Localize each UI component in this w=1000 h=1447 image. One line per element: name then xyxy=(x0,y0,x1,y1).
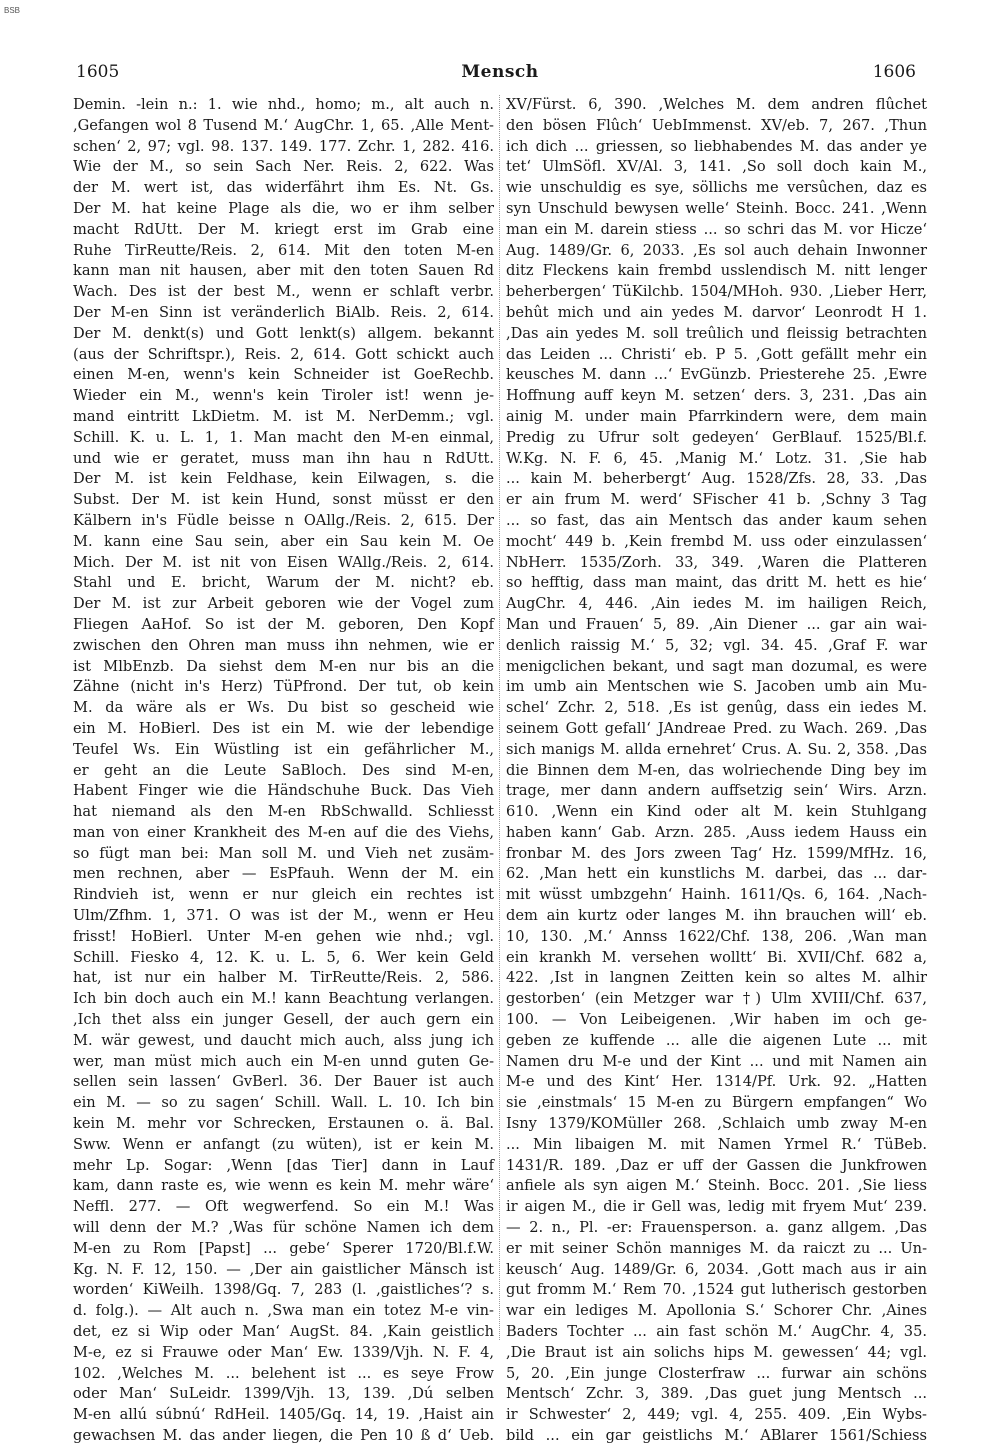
text-line: er ain frum M. werd‘ SFischer 41 b. ,Schny 3 Tag xyxy=(506,491,927,509)
text-line: men rechnen, aber — EsPfauh. Wenn der M. ein xyxy=(73,865,494,883)
text-line: Kälbern in's Füdle beisse n OAllg./Reis. 2, 615. Der xyxy=(73,511,494,529)
text-line: ir Schwester‘ 2, 449; vgl. 4, 255. 409. ,Ein Wybs- xyxy=(506,1406,927,1424)
text-line: gewachsen M. das ander liegen, die Pen 10 ß d‘ Ueb. xyxy=(73,1427,494,1444)
text-line: Baders Tochter ... ain fast schön M.‘ AugChr. 4, 35. xyxy=(506,1323,927,1341)
text-line: Zähne (nicht in's Herz) TüPfrond. Der tut, ob kein xyxy=(73,678,494,696)
text-line: bild ... ein gar geistlichs M.‘ ABlarer 1561/Schiess xyxy=(506,1427,927,1444)
text-line: Hoffnung auff keyn M. setzen‘ ders. 3, 231. ,Das ain xyxy=(506,387,927,405)
text-line: kann man nit hausen, aber mit den toten Sauen Rd xyxy=(73,262,494,280)
text-line: anfiele als syn aigen M.‘ Steinh. Bocc. 201. ,Sie liess xyxy=(506,1177,927,1195)
text-line: W.Kg. N. F. 6, 45. ,Manig M.‘ Lotz. 31. ,Sie hab xyxy=(506,449,927,467)
text-line: XV/Fürst. 6, 390. ,Welches M. dem andren flûchet xyxy=(506,96,927,113)
text-line: mit wüsst umbzgehn‘ Hainh. 1611/Qs. 6, 164. ,Nach- xyxy=(506,886,927,904)
text-line: und wie er geratet, muss man ihn hau n RdUtt. xyxy=(73,449,494,467)
text-line: M. kann eine Sau sein, aber ein Sau kein M. Oe xyxy=(73,532,494,550)
text-line: Wieder ein M., wenn's kein Tiroler ist! wenn je- xyxy=(73,387,494,405)
text-line: Habent Finger wie die Händschuhe Buck. Das Vieh xyxy=(73,782,494,800)
text-line: schen‘ 2, 97; vgl. 98. 137. 149. 177. Zchr. 1, 282. 416. xyxy=(73,137,494,155)
text-line: Stahl und E. bricht, Warum der M. nicht? eb. xyxy=(73,574,494,592)
text-line: so hefftig, dass man maint, das dritt M. hett es hie‘ xyxy=(506,574,927,592)
text-line: ist MlbEnzb. Da siehst dem M-en nur bis an die xyxy=(73,657,494,675)
text-line: Kg. N. F. 12, 150. — ,Der ain gaistlicher Mänsch ist xyxy=(73,1260,494,1278)
text-line: Der M. ist zur Arbeit geboren wie der Vogel zum xyxy=(73,595,494,613)
page-number-right: 1606 xyxy=(872,62,916,82)
text-line: Der M. hat keine Plage als die, wo er ihm selber xyxy=(73,199,494,217)
column-divider xyxy=(499,95,500,1340)
text-line: M. da wäre als er Ws. Du bist so gescheid wie xyxy=(73,699,494,717)
text-line: (aus der Schriftspr.), Reis. 2, 614. Gott schickt auch xyxy=(73,345,494,363)
right-column xyxy=(506,95,927,1444)
text-line: keusches M. dann ...‘ EvGünzb. Priesterehe 25. ,Ewre xyxy=(506,366,927,384)
text-line: sellen sein lassen‘ GvBerl. 36. Der Bauer ist auch xyxy=(73,1073,494,1091)
text-line: 5, 20. ,Ein junge Closterfraw ... furwar ain schöns xyxy=(506,1364,927,1382)
text-line: ein M. — so zu sagen‘ Schill. Wall. L. 10. Ich bin xyxy=(73,1094,494,1112)
text-line: er geht an die Leute SaBloch. Des sind M-en, xyxy=(73,761,494,779)
text-line: frisst! HoBierl. Unter M-en gehen wie nhd.; vgl. xyxy=(73,927,494,945)
text-line: will denn der M.? ,Was für schöne Namen ich dem xyxy=(73,1219,494,1237)
text-line: der M. wert ist, das widerfährt ihm Es. Nt. Gs. xyxy=(73,179,494,197)
text-line: Aug. 1489/Gr. 6, 2033. ,Es sol auch dehain Inwonner xyxy=(506,241,927,259)
text-line: Predig zu Ufrur solt gedeyen‘ GerBlauf. 1525/Bl.f. xyxy=(506,428,927,446)
left-column xyxy=(73,95,494,1444)
text-line: ein krankh M. versehen wolltt‘ Bi. XVII/Chf. 682 a, xyxy=(506,948,927,966)
text-line: 100. — Von Leibeigenen. ,Wir haben im och ge- xyxy=(506,1011,927,1029)
text-line: wer, man müst mich auch ein M-en unnd guten Ge- xyxy=(73,1052,494,1070)
text-line: d. folg.). — Alt auch n. ,Swa man ein totez M-e vin- xyxy=(73,1302,494,1320)
text-line: Subst. Der M. ist kein Hund, sonst müsst er den xyxy=(73,491,494,509)
library-stamp: BSB xyxy=(4,6,21,15)
text-line: Der M-en Sinn ist veränderlich BiAlb. Reis. 2, 614. xyxy=(73,303,494,321)
text-line: Mich. Der M. ist nit von Eisen WAllg./Reis. 2, 614. xyxy=(73,553,494,571)
text-line: Sww. Wenn er anfangt (zu wüten), ist er kein M. xyxy=(73,1135,494,1153)
text-line: ... so fast, das ain Mentsch das ander kaum sehen xyxy=(506,511,927,529)
text-line: 610. ,Wenn ein Kind oder alt M. kein Stuhlgang xyxy=(506,803,927,821)
text-line: haben kann‘ Gab. Arzn. 285. ,Auss iedem Hauss ein xyxy=(506,823,927,841)
text-line: ,Gefangen wol 8 Tusend M.‘ AugChr. 1, 65. ,Alle Ment- xyxy=(73,116,494,134)
text-line: Schill. Fiesko 4, 12. K. u. L. 5, 6. Wer kein Geld xyxy=(73,948,494,966)
text-line: 102. ,Welches M. ... belehent ist ... es seye Frow xyxy=(73,1364,494,1382)
text-line: hat niemand als den M-en RbSchwalld. Schliesst xyxy=(73,803,494,821)
text-line: Neffl. 277. — Oft wegwerfend. So ein M.! Was xyxy=(73,1198,494,1216)
text-line: gut fromm M.‘ Rem 70. ,1524 gut lutherisch gestorben xyxy=(506,1281,927,1299)
text-line: ... Min libaigen M. mit Namen Yrmel R.‘ TüBeb. xyxy=(506,1135,927,1153)
running-headword: Mensch xyxy=(461,62,539,82)
text-line: im umb ain Mentschen wie S. Jacoben umb ain Mu- xyxy=(506,678,927,696)
text-line: mocht‘ 449 b. ,Kein frembd M. uss oder einzulassen‘ xyxy=(506,532,927,550)
text-line: Isny 1379/KOMüller 268. ,Schlaich umb zway M-en xyxy=(506,1115,927,1133)
text-line: ,Die Braut ist ain solichs hips M. gewessen‘ 44; vgl. xyxy=(506,1343,927,1361)
text-line: 10, 130. ,M.‘ Annss 1622/Chf. 138, 206. ,Wan man xyxy=(506,927,927,945)
text-line: Namen dru M-e und der Kint ... und mit Namen ain xyxy=(506,1052,927,1070)
text-line: Mentsch‘ Zchr. 3, 389. ,Das guet jung Mentsch ... xyxy=(506,1385,927,1403)
text-line: keusch‘ Aug. 1489/Gr. 6, 2034. ,Gott mach aus ir ain xyxy=(506,1260,927,1278)
text-line: 422. ,Ist in langnen Zeitten kein so altes M. alhir xyxy=(506,969,927,987)
text-line: M-en allú súbnú‘ RdHeil. 1405/Gq. 14, 19. ,Haist ain xyxy=(73,1406,494,1424)
text-line: man ein M. darein stiess ... so schri das M. vor Hicze‘ xyxy=(506,220,927,238)
text-line: ,Das ain yedes M. soll treûlich und fleissig betrachten xyxy=(506,324,927,342)
text-line: schel‘ Zchr. 2, 518. ,Es ist genûg, dass ein iedes M. xyxy=(506,699,927,717)
text-line: Ulm/Zfhm. 1, 371. O was ist der M., wenn er Heu xyxy=(73,907,494,925)
text-line: Ruhe TirReutte/Reis. 2, 614. Mit den toten M-en xyxy=(73,241,494,259)
text-line: hat, ist nur ein halber M. TirReutte/Reis. 2, 586. xyxy=(73,969,494,987)
text-line: behût mich und ain yedes M. darvor‘ Leonrodt H 1. xyxy=(506,303,927,321)
text-line: beherbergen‘ TüKilchb. 1504/MHoh. 930. ,Lieber Herr, xyxy=(506,283,927,301)
text-line: worden‘ KiWeilh. 1398/Gq. 7, 283 (l. ,gaistliches‘? s. xyxy=(73,1281,494,1299)
page-number-left: 1605 xyxy=(76,62,120,82)
text-line: M-en zu Rom [Papst] ... gebe‘ Sperer 1720/Bl.f.W. xyxy=(73,1239,494,1257)
text-line: Teufel Ws. Ein Wüstling ist ein gefährlicher M., xyxy=(73,740,494,758)
text-line: M. wär gewest, und daucht mich auch, alss jung ich xyxy=(73,1031,494,1049)
text-line: Wach. Des ist der best M., wenn er schlaft verbr. xyxy=(73,283,494,301)
text-line: seinem Gott gefall‘ JAndreae Pred. zu Wach. 269. ,Das xyxy=(506,719,927,737)
text-line: fronbar M. des Jors zween Tag‘ Hz. 1599/MfHz. 16, xyxy=(506,844,927,862)
text-line: Schill. K. u. L. 1, 1. Man macht den M-en einmal, xyxy=(73,428,494,446)
text-line: macht RdUtt. Der M. kriegt erst im Grab eine xyxy=(73,220,494,238)
text-line: so fügt man bei: Man soll M. und Vieh net zusäm- xyxy=(73,844,494,862)
text-line: Fliegen AaHof. So ist der M. geboren, Den Kopf xyxy=(73,615,494,633)
text-line: Rindvieh ist, wenn er nur gleich ein rechtes ist xyxy=(73,886,494,904)
text-line: er mit seiner Schön manniges M. da raiczt zu ... Un- xyxy=(506,1239,927,1257)
text-line: zwischen den Ohren man muss ihn nehmen, wie er xyxy=(73,636,494,654)
text-line: Wie der M., so sein Sach Ner. Reis. 2, 622. Was xyxy=(73,158,494,176)
text-line: das Leiden ... Christi‘ eb. P 5. ,Gott gefällt mehr ein xyxy=(506,345,927,363)
text-line: ir aigen M., die ir Gell was, ledig mit fryem Mut‘ 239. xyxy=(506,1198,927,1216)
text-line: Ich bin doch auch ein M.! kann Beachtung verlangen. xyxy=(73,990,494,1008)
text-line: oder Man‘ SuLeidr. 1399/Vjh. 13, 139. ,Dú selben xyxy=(73,1385,494,1403)
text-line: ,Ich thet alss ein junger Gesell, der auch gern ein xyxy=(73,1011,494,1029)
text-line: ich dich ... griessen, so liebhabendes M. das ander ye xyxy=(506,137,927,155)
text-line: denlich raissig M.‘ 5, 32; vgl. 34. 45. ,Graf F. war xyxy=(506,636,927,654)
text-line: — 2. n., Pl. -er: Frauensperson. a. ganz allgem. ,Das xyxy=(506,1219,927,1237)
text-line: mehr Lp. Sogar: ,Wenn [das Tier] dann in Lauf xyxy=(73,1156,494,1174)
text-line: dem ain kurtz oder langes M. ihn brauchen will‘ eb. xyxy=(506,907,927,925)
text-line: M-e und des Kint‘ Her. 1314/Pf. Urk. 92. „Hatten xyxy=(506,1073,927,1091)
text-line: 1431/R. 189. ,Daz er uff der Gassen die Junkfrowen xyxy=(506,1156,927,1174)
text-line: tet‘ UlmSöfl. XV/Al. 3, 141. ,So soll doch kain M., xyxy=(506,158,927,176)
page-header xyxy=(0,62,1000,86)
text-line: det, ez si Wip oder Man‘ AugSt. 84. ,Kain geistlich xyxy=(73,1323,494,1341)
text-line: ditz Fleckens kain frembd usslendisch M. nitt lenger xyxy=(506,262,927,280)
text-line: syn Unschuld bewysen welle‘ Steinh. Bocc. 241. ,Wenn xyxy=(506,199,927,217)
text-line: 62. ,Man hett ein kunstlichs M. darbei, das ... dar- xyxy=(506,865,927,883)
text-line: geben ze kuffende ... alle die aigenen Lute ... mit xyxy=(506,1031,927,1049)
text-line: Demin. -lein n.: 1. wie nhd., homo; m., alt auch n. xyxy=(73,96,494,113)
text-line: kein M. mehr vor Schrecken, Erstaunen o. ä. Bal. xyxy=(73,1115,494,1133)
text-line: ein M. HoBierl. Des ist ein M. wie der lebendige xyxy=(73,719,494,737)
text-line: AugChr. 4, 446. ,Ain iedes M. im hailigen Reich, xyxy=(506,595,927,613)
text-line: mand eintritt LkDietm. M. ist M. NerDemm.; vgl. xyxy=(73,407,494,425)
text-line: man von einer Krankheit des M-en auf die des Viehs, xyxy=(73,823,494,841)
text-line: gestorben‘ (ein Metzger war †) Ulm XVIII/Chf. 637, xyxy=(506,990,927,1008)
text-line: M-e, ez si Frauwe oder Man‘ Ew. 1339/Vjh. N. F. 4, xyxy=(73,1343,494,1361)
text-line: war ein lediges M. Apollonia S.‘ Schorer Chr. ,Aines xyxy=(506,1302,927,1320)
text-line: einen M-en, wenn's kein Schneider ist GoeRechb. xyxy=(73,366,494,384)
text-line: Der M. denkt(s) und Gott lenkt(s) allgem. bekannt xyxy=(73,324,494,342)
text-line: trage, mer dann andern auffsetzig sein‘ Wirs. Arzn. xyxy=(506,782,927,800)
text-line: NbHerr. 1535/Zorh. 33, 349. ,Waren die Platteren xyxy=(506,553,927,571)
text-line: Der M. ist kein Feldhase, kein Eilwagen, s. die xyxy=(73,470,494,488)
text-line: sich manigs M. allda ernehret‘ Crus. A. Su. 2, 358. ,Das xyxy=(506,740,927,758)
text-line: ... kain M. beherbergt‘ Aug. 1528/Zfs. 28, 33. ,Das xyxy=(506,470,927,488)
text-line: sie ,einstmals‘ 15 M-en zu Bürgern empfangen“ Wo xyxy=(506,1094,927,1112)
text-line: kam, dann raste es, wie wenn es kein M. mehr wäre‘ xyxy=(73,1177,494,1195)
text-line: die Binnen dem M-en, das wolriechende Ding bey im xyxy=(506,761,927,779)
text-line: den bösen Flûch‘ UebImmenst. XV/eb. 7, 267. ,Thun xyxy=(506,116,927,134)
text-line: Man und Frauen‘ 5, 89. ,Ain Diener ... gar ain wai- xyxy=(506,615,927,633)
text-line: wie unschuldig es sye, söllichs me versûchen, daz es xyxy=(506,179,927,197)
text-line: menigclichen bekant, und sagt man dozumal, es were xyxy=(506,657,927,675)
text-line: ainig M. under main Pfarrkindern were, dem main xyxy=(506,407,927,425)
